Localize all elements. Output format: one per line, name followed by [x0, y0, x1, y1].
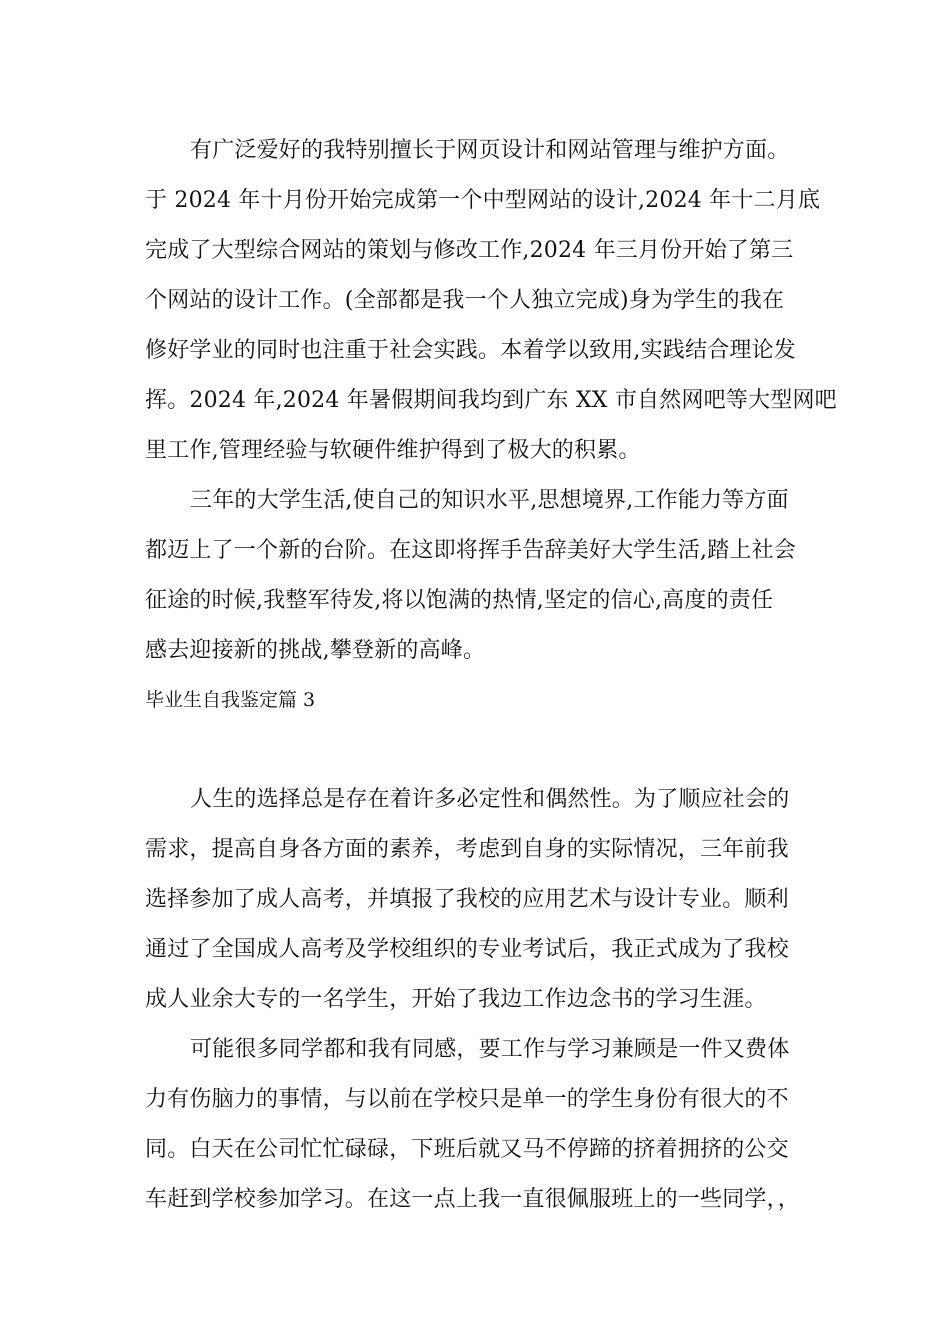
paragraph-line: 完成了大型综合网站的策划与修改工作,2024 年三月份开始了第三	[145, 238, 794, 263]
paragraph-line: 三年的大学生活,使自己的知识水平,思想境界,工作能力等方面	[190, 488, 789, 513]
paragraph-line: 同。白天在公司忙忙碌碌，下班后就又马不停蹄的挤着拥挤的公交	[145, 1137, 789, 1162]
paragraph-line: 通过了全国成人高考及学校组织的专业考试后，我正式成为了我校	[145, 937, 789, 962]
paragraph-line: 征途的时候,我整军待发,将以饱满的热情,坚定的信心,高度的责任	[145, 588, 774, 613]
paragraph-line: 挥。2024 年,2024 年暑假期间我均到广东 XX 市自然网吧等大型网吧	[145, 388, 837, 413]
paragraph-line: 个网站的设计工作。(全部都是我一个人独立完成)身为学生的我在	[145, 288, 785, 313]
paragraph-line: 都迈上了一个新的台阶。在这即将挥手告辞美好大学生活,踏上社会	[145, 538, 796, 563]
paragraph-line: 力有伤脑力的事情，与以前在学校只是单一的学生身份有很大的不	[145, 1087, 789, 1112]
paragraph-line: 有广泛爱好的我特别擅长于网页设计和网站管理与维护方面。	[190, 138, 790, 163]
paragraph-line: 成人业余大专的一名学生，开始了我边工作边念书的学习生涯。	[145, 987, 767, 1012]
paragraph-line: 于 2024 年十月份开始完成第一个中型网站的设计,2024 年十二月底	[145, 188, 821, 213]
paragraph-line: 人生的选择总是存在着许多必定性和偶然性。为了顺应社会的	[190, 787, 790, 812]
paragraph-line: 可能很多同学都和我有同感，要工作与学习兼顾是一件又费体	[190, 1037, 790, 1062]
paragraph-line: 选择参加了成人高考，并填报了我校的应用艺术与设计专业。顺利	[145, 887, 789, 912]
paragraph-line: 修好学业的同时也注重于社会实践。本着学以致用,实践结合理论发	[145, 338, 796, 363]
section-heading: 毕业生自我鉴定篇 3	[145, 689, 316, 711]
paragraph-line: 需求，提高自身各方面的素养，考虑到自身的实际情况，三年前我	[145, 837, 789, 862]
paragraph-line: 车赶到学校参加学习。在这一点上我一直很佩服班上的一些同学，，	[145, 1187, 801, 1212]
paragraph-line: 感去迎接新的挑战,攀登新的高峰。	[145, 638, 486, 663]
paragraph-line: 里工作,管理经验与软硬件维护得到了极大的积累。	[145, 438, 641, 463]
